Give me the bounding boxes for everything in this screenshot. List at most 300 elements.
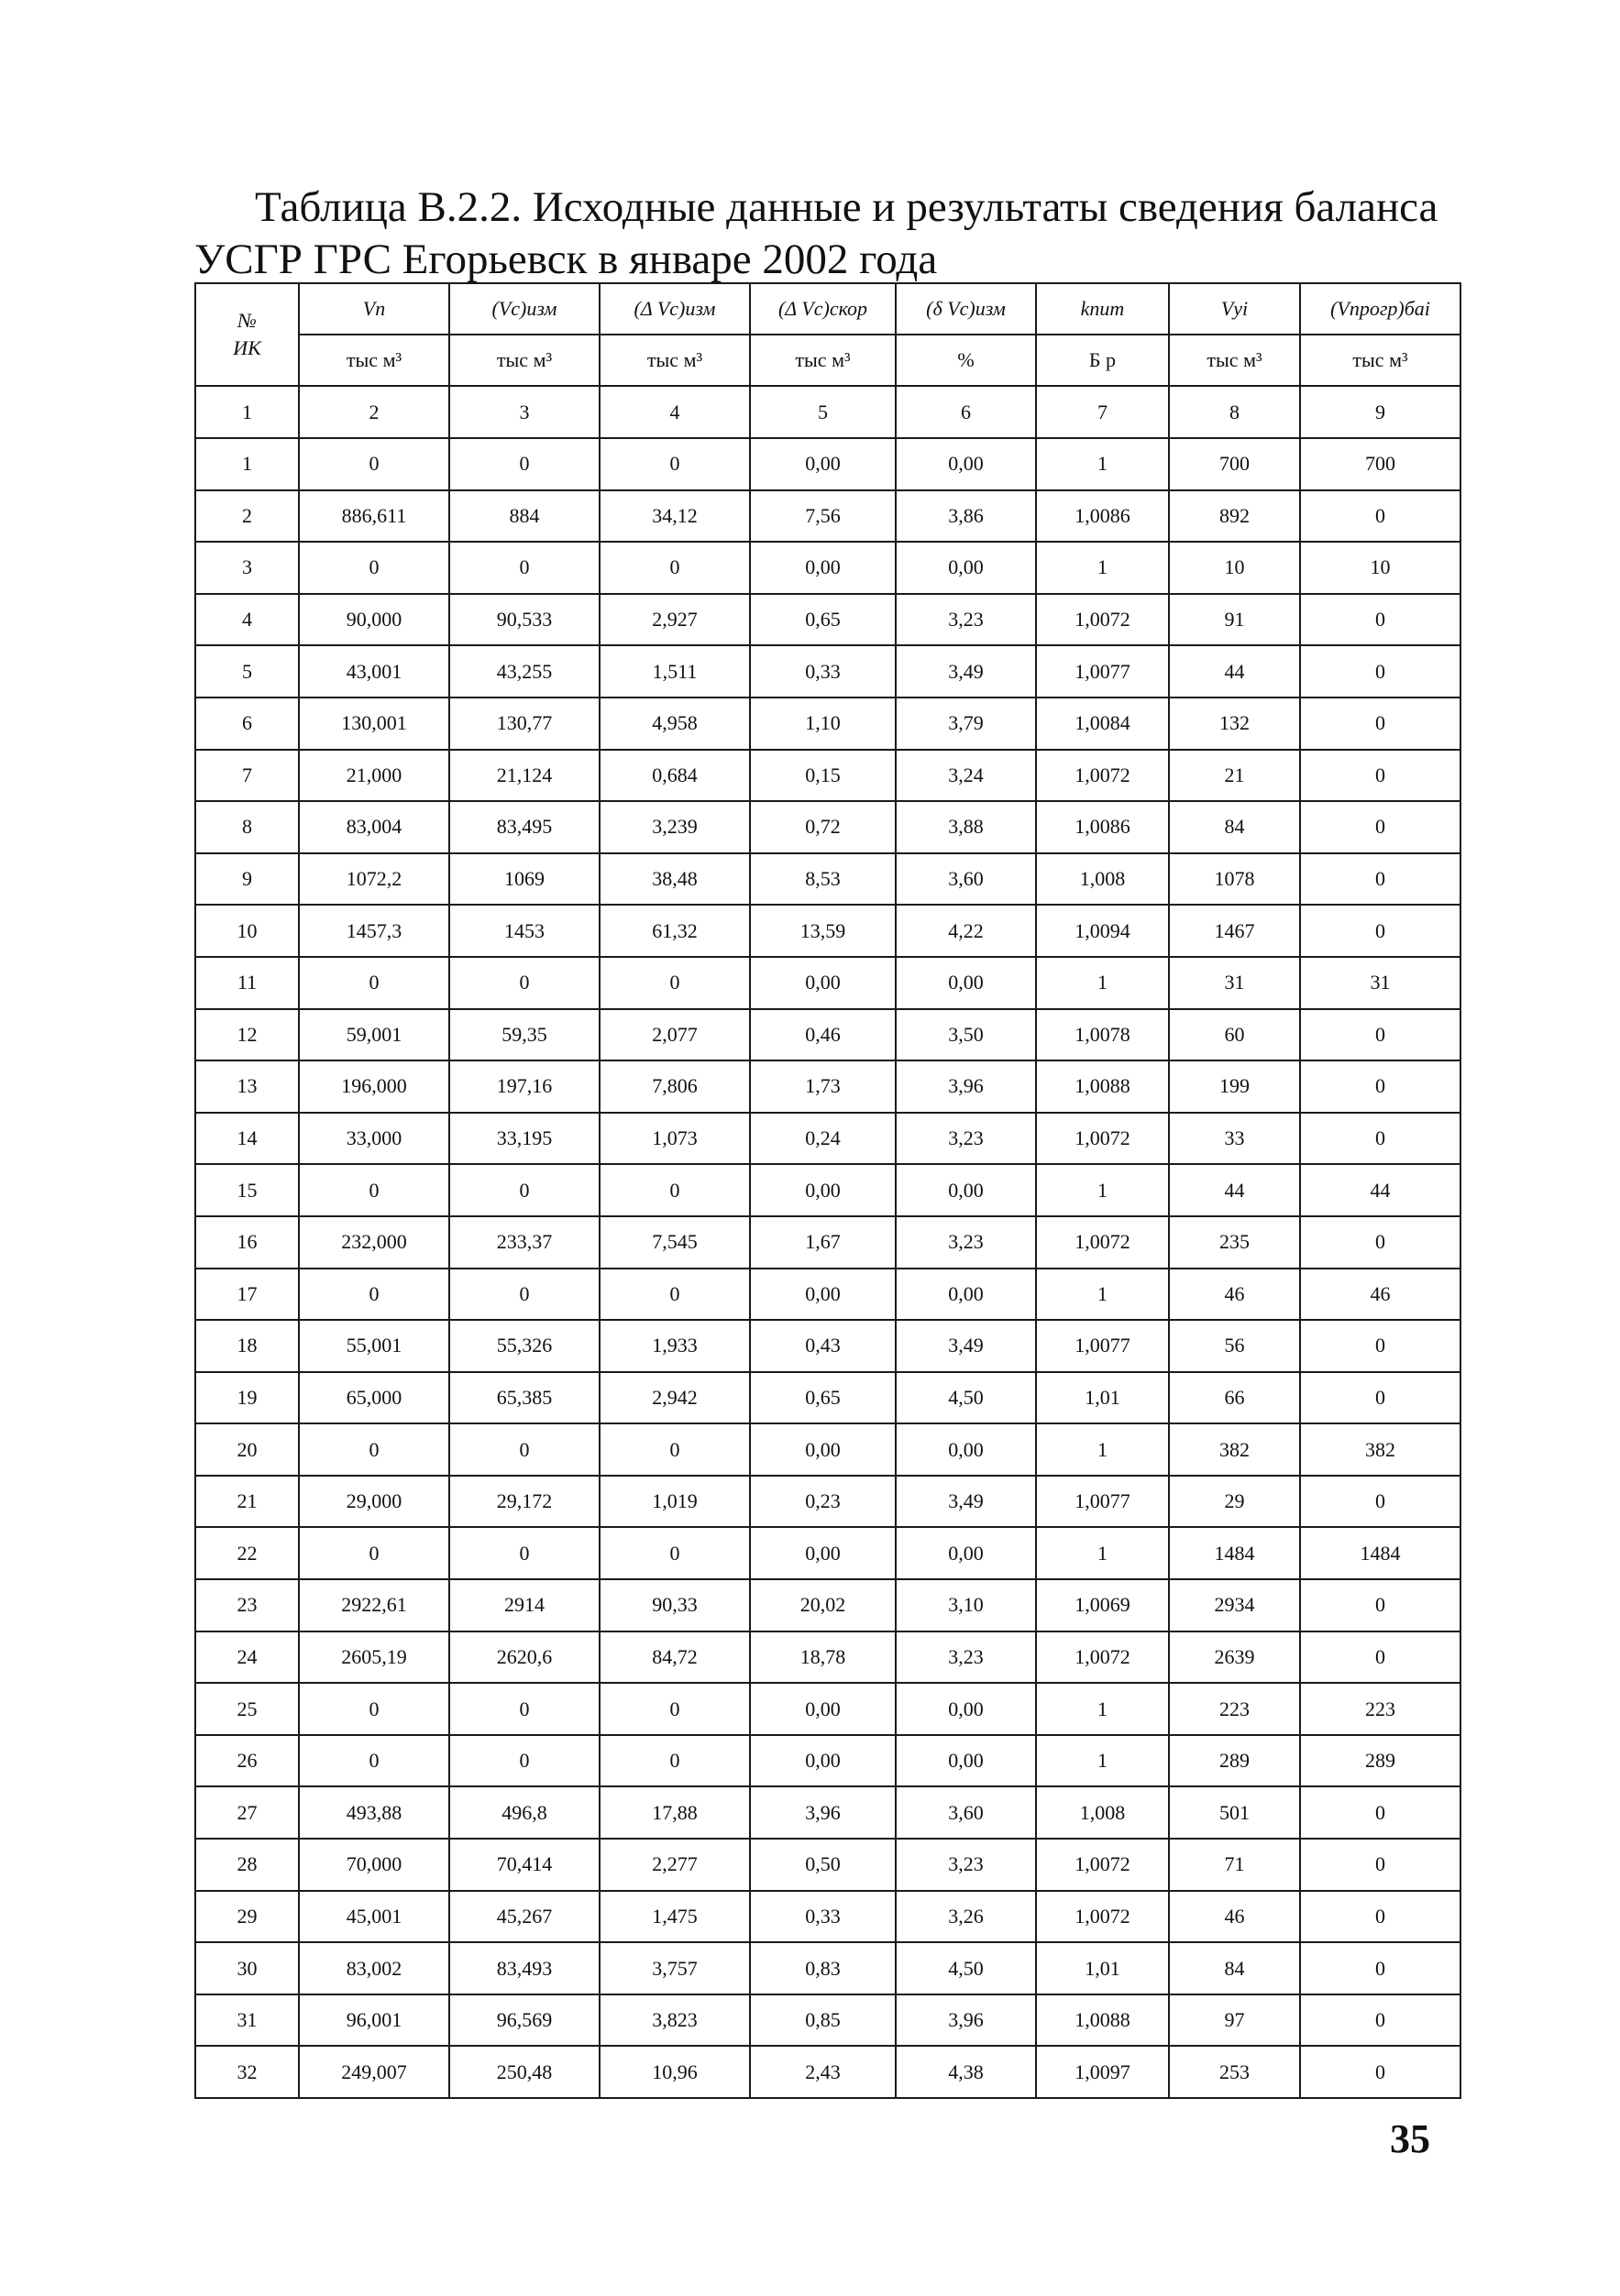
- table-cell: 1457,3: [299, 905, 449, 957]
- table-cell: 4,22: [896, 905, 1036, 957]
- table-row: [195, 1786, 1460, 1839]
- table-row: [195, 542, 1460, 594]
- row-ik-number: 5: [195, 645, 299, 698]
- table-cell: 700: [1169, 438, 1300, 490]
- table-cell: 56: [1169, 1320, 1300, 1372]
- table-cell: 0: [600, 1423, 750, 1476]
- table-cell: 0: [1300, 853, 1460, 906]
- table-cell: 33,195: [449, 1113, 600, 1165]
- row-ik-number: 26: [195, 1735, 299, 1787]
- table-cell: 1,0077: [1036, 645, 1169, 698]
- table-cell: 2605,19: [299, 1631, 449, 1684]
- table-cell: 289: [1300, 1735, 1460, 1787]
- table-caption-line-2: УСГР ГРС Егорьевск в январе 2002 года: [194, 236, 938, 283]
- table-row: [195, 1735, 1460, 1787]
- table-cell: 70,000: [299, 1839, 449, 1891]
- table-cell: 65,000: [299, 1372, 449, 1424]
- table-cell: 0: [1300, 1839, 1460, 1891]
- column-index: 7: [1036, 386, 1169, 438]
- table-cell: 3,23: [896, 1839, 1036, 1891]
- header-unit-row: [195, 335, 1460, 386]
- table-row: [195, 1113, 1460, 1165]
- row-ik-number: 30: [195, 1942, 299, 1994]
- table-cell: 38,48: [600, 853, 750, 906]
- table-cell: 0: [449, 1683, 600, 1735]
- table-cell: 83,004: [299, 801, 449, 853]
- header-symbol: (Vс)изм: [449, 283, 600, 335]
- table-cell: 1,01: [1036, 1372, 1169, 1424]
- table-cell: 3,96: [750, 1786, 896, 1839]
- table-cell: 249,007: [299, 2046, 449, 2098]
- row-ik-number: 25: [195, 1683, 299, 1735]
- table-cell: 197,16: [449, 1060, 600, 1113]
- table-row: [195, 438, 1460, 490]
- table-cell: 90,533: [449, 594, 600, 646]
- table-cell: 0,85: [750, 1994, 896, 2047]
- table-cell: 0: [449, 1423, 600, 1476]
- table-cell: 1,0072: [1036, 1891, 1169, 1943]
- table-cell: 0: [299, 542, 449, 594]
- table-cell: 493,88: [299, 1786, 449, 1839]
- table-cell: 97: [1169, 1994, 1300, 2047]
- table-cell: 3,60: [896, 853, 1036, 906]
- table-cell: 83,493: [449, 1942, 600, 1994]
- table-cell: 0: [1300, 750, 1460, 802]
- table-cell: 130,001: [299, 698, 449, 750]
- row-ik-number: 16: [195, 1216, 299, 1269]
- table-cell: 84: [1169, 1942, 1300, 1994]
- table-cell: 2,277: [600, 1839, 750, 1891]
- table-cell: 1,933: [600, 1320, 750, 1372]
- table-cell: 7,56: [750, 490, 896, 543]
- table-cell: 1453: [449, 905, 600, 957]
- table-cell: 199: [1169, 1060, 1300, 1113]
- table-row: [195, 645, 1460, 698]
- table-cell: 1,0088: [1036, 1060, 1169, 1113]
- table-cell: 3,239: [600, 801, 750, 853]
- table-cell: 1,0069: [1036, 1579, 1169, 1631]
- row-ik-number: 31: [195, 1994, 299, 2047]
- table-cell: 2,927: [600, 594, 750, 646]
- table-cell: 0: [1300, 1942, 1460, 1994]
- table-cell: 7,806: [600, 1060, 750, 1113]
- table-cell: 3,10: [896, 1579, 1036, 1631]
- table-cell: 0: [600, 542, 750, 594]
- table-cell: 382: [1300, 1423, 1460, 1476]
- table-cell: 1484: [1169, 1527, 1300, 1579]
- header-unit: Б р: [1036, 335, 1169, 386]
- table-cell: 1,0072: [1036, 1631, 1169, 1684]
- table-cell: 0: [449, 1164, 600, 1216]
- table-cell: 0: [449, 1735, 600, 1787]
- table-cell: 0,50: [750, 1839, 896, 1891]
- table-cell: 0: [1300, 698, 1460, 750]
- table-cell: 3,757: [600, 1942, 750, 1994]
- row-ik-number: 12: [195, 1009, 299, 1061]
- table-cell: 0: [600, 957, 750, 1009]
- row-ik-number: 24: [195, 1631, 299, 1684]
- table-cell: 0,00: [750, 1423, 896, 1476]
- table-cell: 1,019: [600, 1476, 750, 1528]
- header-no-sign: №: [237, 309, 257, 332]
- table-cell: 0,00: [896, 1683, 1036, 1735]
- page-number: 35: [1390, 2116, 1430, 2161]
- table-cell: 0: [1300, 1216, 1460, 1269]
- row-ik-number: 14: [195, 1113, 299, 1165]
- row-ik-number: 8: [195, 801, 299, 853]
- table-cell: 0: [1300, 1994, 1460, 2047]
- table-cell: 1484: [1300, 1527, 1460, 1579]
- table-cell: 0: [299, 1527, 449, 1579]
- table-cell: 1,0084: [1036, 698, 1169, 750]
- table-cell: 3,79: [896, 698, 1036, 750]
- table-cell: 1,0078: [1036, 1009, 1169, 1061]
- table-cell: 1: [1036, 1735, 1169, 1787]
- table-row: [195, 1009, 1460, 1061]
- table-cell: 1,0094: [1036, 905, 1169, 957]
- table-cell: 18,78: [750, 1631, 896, 1684]
- table-cell: 3,96: [896, 1994, 1036, 2047]
- table-cell: 83,495: [449, 801, 600, 853]
- table-cell: 3,23: [896, 1216, 1036, 1269]
- row-ik-number: 1: [195, 438, 299, 490]
- table-cell: 0,00: [896, 1269, 1036, 1321]
- column-index: 6: [896, 386, 1036, 438]
- table-cell: 1,0072: [1036, 1216, 1169, 1269]
- table-cell: 45,267: [449, 1891, 600, 1943]
- table-cell: 29,000: [299, 1476, 449, 1528]
- table-cell: 83,002: [299, 1942, 449, 1994]
- table-cell: 0: [1300, 1891, 1460, 1943]
- table-cell: 0,00: [896, 1527, 1036, 1579]
- table-cell: 0: [1300, 1372, 1460, 1424]
- header-symbol-row: [195, 283, 1460, 335]
- table-cell: 33,000: [299, 1113, 449, 1165]
- table-cell: 1072,2: [299, 853, 449, 906]
- table-cell: 0: [449, 1269, 600, 1321]
- table-cell: 0: [449, 1527, 600, 1579]
- table-cell: 253: [1169, 2046, 1300, 2098]
- column-index: 2: [299, 386, 449, 438]
- row-ik-number: 19: [195, 1372, 299, 1424]
- header-unit: тыс м³: [1169, 335, 1300, 386]
- table-cell: 0: [449, 957, 600, 1009]
- column-index: 1: [195, 386, 299, 438]
- table-cell: 0: [449, 438, 600, 490]
- table-row: [195, 1423, 1460, 1476]
- table-cell: 0: [299, 1269, 449, 1321]
- table-cell: 44: [1300, 1164, 1460, 1216]
- table-cell: 0,23: [750, 1476, 896, 1528]
- table-cell: 0,33: [750, 1891, 896, 1943]
- table-cell: 0,43: [750, 1320, 896, 1372]
- table-cell: 0: [600, 1164, 750, 1216]
- table-cell: 59,35: [449, 1009, 600, 1061]
- table-cell: 1,0088: [1036, 1994, 1169, 2047]
- table-row: [195, 1683, 1460, 1735]
- table-cell: 250,48: [449, 2046, 600, 2098]
- table-row: [195, 905, 1460, 957]
- table-cell: 0: [299, 438, 449, 490]
- table-cell: 1,008: [1036, 1786, 1169, 1839]
- table-cell: 0: [1300, 905, 1460, 957]
- table-row: [195, 1060, 1460, 1113]
- table-cell: 886,611: [299, 490, 449, 543]
- table-cell: 0: [1300, 594, 1460, 646]
- header-ik: ИК: [233, 336, 261, 359]
- table-cell: 3,26: [896, 1891, 1036, 1943]
- table-cell: 1069: [449, 853, 600, 906]
- table-cell: 84: [1169, 801, 1300, 853]
- table-cell: 1: [1036, 957, 1169, 1009]
- row-ik-number: 6: [195, 698, 299, 750]
- table-cell: 1: [1036, 1683, 1169, 1735]
- table-cell: 1,67: [750, 1216, 896, 1269]
- table-cell: 0,00: [750, 1164, 896, 1216]
- column-index: 5: [750, 386, 896, 438]
- header-unit: %: [896, 335, 1036, 386]
- table-cell: 0: [1300, 1113, 1460, 1165]
- table-cell: 31: [1300, 957, 1460, 1009]
- row-ik-number: 17: [195, 1269, 299, 1321]
- row-ik-number: 3: [195, 542, 299, 594]
- row-ik-number: 21: [195, 1476, 299, 1528]
- table-cell: 59,001: [299, 1009, 449, 1061]
- table-cell: 3,49: [896, 1476, 1036, 1528]
- table-cell: 55,326: [449, 1320, 600, 1372]
- table-cell: 0: [1300, 2046, 1460, 2098]
- table-row: [195, 1891, 1460, 1943]
- table-cell: 96,001: [299, 1994, 449, 2047]
- table-cell: 1,511: [600, 645, 750, 698]
- table-row: [195, 698, 1460, 750]
- table-cell: 0: [449, 542, 600, 594]
- table-cell: 10: [1300, 542, 1460, 594]
- table-cell: 70,414: [449, 1839, 600, 1891]
- table-cell: 0,83: [750, 1942, 896, 1994]
- header-unit: тыс м³: [449, 335, 600, 386]
- table-cell: 1,008: [1036, 853, 1169, 906]
- row-ik-number: 9: [195, 853, 299, 906]
- table-cell: 0,46: [750, 1009, 896, 1061]
- table-cell: 0,00: [896, 1735, 1036, 1787]
- table-row: [195, 1320, 1460, 1372]
- table-cell: 0: [600, 1527, 750, 1579]
- table-cell: 700: [1300, 438, 1460, 490]
- row-ik-number: 13: [195, 1060, 299, 1113]
- table-row: [195, 2046, 1460, 2098]
- table-cell: 0,65: [750, 1372, 896, 1424]
- row-ik-number: 4: [195, 594, 299, 646]
- table-cell: 21: [1169, 750, 1300, 802]
- table-cell: 1,0072: [1036, 594, 1169, 646]
- column-index: 4: [600, 386, 750, 438]
- table-cell: 892: [1169, 490, 1300, 543]
- table-cell: 66: [1169, 1372, 1300, 1424]
- table-row: [195, 1631, 1460, 1684]
- table-cell: 0: [299, 1164, 449, 1216]
- table-cell: 496,8: [449, 1786, 600, 1839]
- table-cell: 0,00: [750, 957, 896, 1009]
- table-cell: 10,96: [600, 2046, 750, 2098]
- table-cell: 31: [1169, 957, 1300, 1009]
- table-cell: 2639: [1169, 1631, 1300, 1684]
- table-cell: 223: [1300, 1683, 1460, 1735]
- table-cell: 1: [1036, 1423, 1169, 1476]
- table-cell: 0: [299, 1683, 449, 1735]
- table-cell: 0,72: [750, 801, 896, 853]
- table-cell: 44: [1169, 1164, 1300, 1216]
- table-cell: 130,77: [449, 698, 600, 750]
- row-ik-number: 20: [195, 1423, 299, 1476]
- row-ik-number: 22: [195, 1527, 299, 1579]
- table-cell: 71: [1169, 1839, 1300, 1891]
- column-index: 3: [449, 386, 600, 438]
- table-row: [195, 1942, 1460, 1994]
- table-cell: 1,01: [1036, 1942, 1169, 1994]
- table-row: [195, 750, 1460, 802]
- table-cell: 0,00: [750, 1683, 896, 1735]
- row-ik-number: 7: [195, 750, 299, 802]
- table-cell: 0,00: [896, 1164, 1036, 1216]
- table-cell: 1078: [1169, 853, 1300, 906]
- table-cell: 1: [1036, 438, 1169, 490]
- table-cell: 3,49: [896, 1320, 1036, 1372]
- table-cell: 96,569: [449, 1994, 600, 2047]
- table-caption-line-1: Таблица В.2.2. Исходные данные и результаты сведения баланса: [255, 183, 1438, 231]
- table-cell: 3,88: [896, 801, 1036, 853]
- table-cell: 46: [1169, 1891, 1300, 1943]
- table-cell: 1: [1036, 1269, 1169, 1321]
- table-cell: 91: [1169, 594, 1300, 646]
- table-cell: 2922,61: [299, 1579, 449, 1631]
- table-cell: 61,32: [600, 905, 750, 957]
- table-cell: 0,00: [896, 438, 1036, 490]
- table-cell: 2,942: [600, 1372, 750, 1424]
- table-cell: 17,88: [600, 1786, 750, 1839]
- header-symbol: Vуi: [1169, 283, 1300, 335]
- table-cell: 2,077: [600, 1009, 750, 1061]
- table-cell: 3,823: [600, 1994, 750, 2047]
- table-row: [195, 1579, 1460, 1631]
- table-row: [195, 490, 1460, 543]
- table-cell: 90,33: [600, 1579, 750, 1631]
- table-cell: 0,33: [750, 645, 896, 698]
- table-cell: 3,23: [896, 594, 1036, 646]
- header-symbol: (δ Vс)изм: [896, 283, 1036, 335]
- table-cell: 0: [1300, 1786, 1460, 1839]
- table-cell: 0: [1300, 801, 1460, 853]
- table-cell: 1,0072: [1036, 1839, 1169, 1891]
- table-cell: 1: [1036, 1527, 1169, 1579]
- table-cell: 7,545: [600, 1216, 750, 1269]
- header-symbol: (Vпрогр)баi: [1300, 283, 1460, 335]
- table-cell: 20,02: [750, 1579, 896, 1631]
- table-cell: 0,00: [750, 1527, 896, 1579]
- table-row: [195, 853, 1460, 906]
- table-cell: 2,43: [750, 2046, 896, 2098]
- table-cell: 0,24: [750, 1113, 896, 1165]
- table-row: [195, 1372, 1460, 1424]
- row-ik-number: 29: [195, 1891, 299, 1943]
- row-ik-number: 10: [195, 905, 299, 957]
- table-cell: 55,001: [299, 1320, 449, 1372]
- table-cell: 4,958: [600, 698, 750, 750]
- table-cell: 3,60: [896, 1786, 1036, 1839]
- table-cell: 13,59: [750, 905, 896, 957]
- table-cell: 382: [1169, 1423, 1300, 1476]
- table-cell: 1: [1036, 1164, 1169, 1216]
- table-cell: 235: [1169, 1216, 1300, 1269]
- header-no-ik: [195, 283, 299, 386]
- table-cell: 1,475: [600, 1891, 750, 1943]
- table-cell: 33: [1169, 1113, 1300, 1165]
- column-index-row: [195, 386, 1460, 438]
- table-cell: 3,23: [896, 1113, 1036, 1165]
- table-cell: 0: [299, 957, 449, 1009]
- table-cell: 0,65: [750, 594, 896, 646]
- table-cell: 884: [449, 490, 600, 543]
- table-cell: 29,172: [449, 1476, 600, 1528]
- table-cell: 1,0086: [1036, 801, 1169, 853]
- table-cell: 1,0097: [1036, 2046, 1169, 2098]
- table-cell: 60: [1169, 1009, 1300, 1061]
- table-cell: 501: [1169, 1786, 1300, 1839]
- table-cell: 0: [1300, 1320, 1460, 1372]
- table-cell: 132: [1169, 698, 1300, 750]
- table-row: [195, 1216, 1460, 1269]
- table-cell: 0,00: [750, 542, 896, 594]
- table-cell: 0: [600, 1735, 750, 1787]
- balance-table: [194, 282, 1461, 2099]
- table-cell: 34,12: [600, 490, 750, 543]
- table-cell: 0,00: [750, 1269, 896, 1321]
- table-cell: 3,50: [896, 1009, 1036, 1061]
- table-cell: 0: [1300, 490, 1460, 543]
- table-cell: 0,00: [750, 438, 896, 490]
- header-symbol: (Δ Vс)скор: [750, 283, 896, 335]
- table-cell: 84,72: [600, 1631, 750, 1684]
- table-cell: 10: [1169, 542, 1300, 594]
- table-cell: 4,38: [896, 2046, 1036, 2098]
- table-cell: 196,000: [299, 1060, 449, 1113]
- table-cell: 1,10: [750, 698, 896, 750]
- table-cell: 1,073: [600, 1113, 750, 1165]
- header-symbol: Vп: [299, 283, 449, 335]
- table-cell: 1,73: [750, 1060, 896, 1113]
- table-cell: 0: [600, 1269, 750, 1321]
- column-index: 9: [1300, 386, 1460, 438]
- table-row: [195, 1839, 1460, 1891]
- table-cell: 232,000: [299, 1216, 449, 1269]
- row-ik-number: 18: [195, 1320, 299, 1372]
- row-ik-number: 2: [195, 490, 299, 543]
- table-cell: 46: [1169, 1269, 1300, 1321]
- table-cell: 4,50: [896, 1942, 1036, 1994]
- column-index: 8: [1169, 386, 1300, 438]
- table-row: [195, 801, 1460, 853]
- table-cell: 0: [299, 1735, 449, 1787]
- row-ik-number: 11: [195, 957, 299, 1009]
- table-cell: 3,86: [896, 490, 1036, 543]
- table-cell: 1,0077: [1036, 1476, 1169, 1528]
- table-cell: 46: [1300, 1269, 1460, 1321]
- table-cell: 3,49: [896, 645, 1036, 698]
- table-cell: 43,255: [449, 645, 600, 698]
- header-unit: тыс м³: [299, 335, 449, 386]
- table-cell: 0: [1300, 1009, 1460, 1061]
- table-row: [195, 1164, 1460, 1216]
